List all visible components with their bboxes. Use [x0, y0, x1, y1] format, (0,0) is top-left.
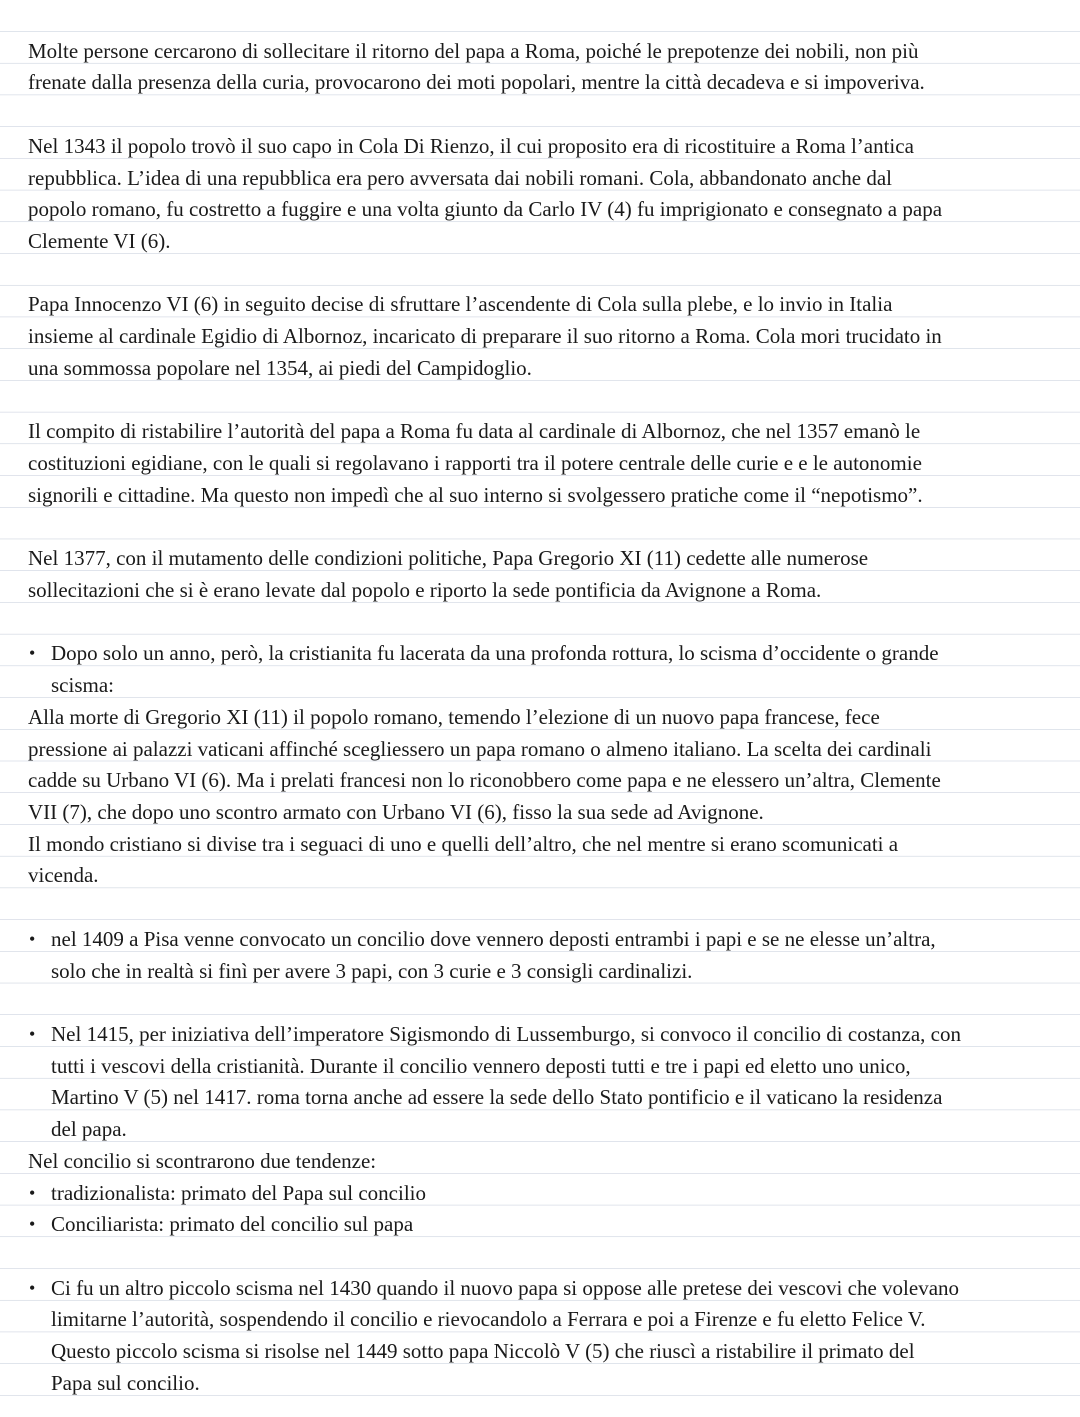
text-line: Il mondo cristiano si divise tra i seguaci di uno e quelli dell’altro, che nel mentre si erano scomunicati a: [28, 831, 899, 856]
text-line: Questo piccolo scisma si risolse nel 1449 sotto papa Niccolò V (5) che riuscì a ristabilire il primato del: [51, 1339, 915, 1364]
text-line: repubblica. L’idea di una repubblica era pero avversata dai nobili romani. Cola, abbandonato anche dal: [28, 165, 892, 190]
text-line: Nel concilio si scontrarono due tendenze:: [28, 1148, 377, 1173]
paragraph-line: [0, 825, 1080, 857]
text-line: una sommossa popolare nel 1354, ai piedi del Campidoglio.: [28, 355, 532, 380]
bullet-list-line: [0, 1269, 1080, 1301]
bullet-list-line: [0, 1332, 1080, 1364]
paragraph-line: [0, 730, 1080, 762]
paragraph-line: [0, 127, 1080, 159]
bullet-list-line: [0, 1300, 1080, 1332]
paragraph-gap: [0, 254, 1080, 286]
paragraph-line: [0, 285, 1080, 317]
bullet-icon: •: [29, 1214, 36, 1235]
paragraph-line: [0, 159, 1080, 191]
paragraph-line: [0, 190, 1080, 222]
paragraph-gap: [0, 603, 1080, 635]
bullet-list-line: [0, 1047, 1080, 1079]
text-line: Martino V (5) nel 1417. roma torna anche ad essere la sede dello Stato pontificio e il vaticano la residenza: [51, 1085, 943, 1110]
text-line: Nel 1415, per iniziativa dell’imperatore Sigismondo di Lussemburgo, si convoco il concilio di costanza, con: [51, 1022, 961, 1046]
text-line: vicenda.: [28, 863, 99, 888]
text-line: tutti i vescovi della cristianità. Durante il concilio vennero deposti tutti e tre i papi ed eletto uno unico,: [51, 1053, 911, 1078]
text-line: VII (7), che dopo uno scontro armato con Urbano VI (6), fisso la sua sede ad Avignone.: [28, 799, 764, 824]
text-line: tradizionalista: primato del Papa sul concilio: [51, 1180, 426, 1205]
paragraph-line: [0, 539, 1080, 571]
bullet-icon: •: [29, 643, 36, 664]
text-line: Molte persone cercarono di sollecitare il ritorno del papa a Roma, poiché le prepotenze dei nobili, non più: [28, 38, 919, 63]
paragraph-line: [0, 222, 1080, 254]
text-line: Ci fu un altro piccolo scisma nel 1430 quando il nuovo papa si oppose alle pretese dei vescovi che volevano: [51, 1275, 960, 1300]
bullet-list-line: [0, 952, 1080, 984]
paragraph-line: [0, 698, 1080, 730]
text-line: Alla morte di Gregorio XI (11) il popolo romano, temendo l’elezione di un nuovo papa francese, fece: [28, 704, 880, 729]
paragraph-line: [0, 349, 1080, 381]
bullet-icon: •: [29, 1182, 36, 1203]
bullet-list-line: [0, 1078, 1080, 1110]
text-line: solo che in realtà si finì per avere 3 papi, con 3 curie e 3 consigli cardinalizi.: [51, 958, 693, 983]
bullet-list-line: [0, 634, 1080, 666]
text-line: Papa sul concilio.: [51, 1370, 200, 1395]
text-line: del papa.: [51, 1117, 127, 1142]
bullet-list-line: [0, 1364, 1080, 1396]
text-line: insieme al cardinale Egidio di Albornoz, incaricato di preparare il suo ritorno a Roma. Cola mori trucidato in: [28, 324, 942, 349]
paragraph-line: [0, 476, 1080, 508]
text-line: popolo romano, fu costretto a fuggire e una volta giunto da Carlo IV (4) fu imprigionato e consegnato a papa: [28, 197, 943, 222]
text-line: signorili e cittadine. Ma questo non impedì che al suo interno si svolgessero pratiche come il “nepotismo”.: [28, 482, 923, 507]
text-line: scisma:: [51, 673, 114, 698]
paragraph-line: [0, 412, 1080, 444]
text-line: Dopo solo un anno, però, la cristianita fu lacerata da una profonda rottura, lo scisma d’occidente o grande: [51, 641, 939, 666]
text-line: nel 1409 a Pisa venne convocato un concilio dove vennero deposti entrambi i papi e se ne elesse un’altra,: [51, 926, 936, 951]
bullet-list-line: [0, 1174, 1080, 1206]
paragraph-line: [0, 32, 1080, 64]
bullet-list-line: [0, 1015, 1080, 1047]
bullet-list-line: [0, 920, 1080, 952]
text-line: pressione ai palazzi vaticani affinché scegliessero un papa romano o almeno italiano. La scelta dei cardinali: [28, 736, 932, 761]
paragraph-line: [0, 317, 1080, 349]
paragraph-gap: [0, 508, 1080, 540]
bullet-icon: •: [29, 1024, 36, 1044]
text-line: Conciliarista: primato del concilio sul papa: [51, 1212, 414, 1237]
text-line: cadde su Urbano VI (6). Ma i prelati francesi non lo riconobbero come papa e ne elessero un’altra, Clemente: [28, 768, 941, 793]
document-page: [0, 32, 1080, 1396]
text-line: Clemente VI (6).: [28, 229, 171, 254]
paragraph-line: [0, 444, 1080, 476]
bullet-list-line: [0, 1110, 1080, 1142]
paragraph-gap: [0, 888, 1080, 920]
paragraph-line: [0, 571, 1080, 603]
text-line: Nel 1377, con il mutamento delle condizioni politiche, Papa Gregorio XI (11) cedette alle numerose: [28, 546, 869, 571]
text-line: limitarne l’autorità, sospendendo il concilio e rievocandolo a Ferrara e poi a Firenze e fu eletto Felice V.: [51, 1307, 926, 1332]
bullet-list-line: [0, 666, 1080, 698]
paragraph-line: [0, 63, 1080, 95]
bullet-list-line: [0, 1205, 1080, 1237]
paragraph-line: [0, 1142, 1080, 1174]
bullet-icon: •: [29, 928, 36, 949]
paragraph-gap: [0, 983, 1080, 1015]
text-line: Papa Innocenzo VI (6) in seguito decise di sfruttare l’ascendente di Cola sulla plebe, e lo invio in Italia: [28, 292, 893, 317]
bullet-icon: •: [29, 1277, 36, 1298]
paragraph-line: [0, 856, 1080, 888]
paragraph-gap: [0, 1237, 1080, 1269]
text-line: sollecitazioni che si è erano levate dal popolo e riporto la sede pontificia da Avignone a Roma.: [28, 577, 822, 602]
text-line: Nel 1343 il popolo trovò il suo capo in Cola Di Rienzo, il cui proposito era di ricostituire a Roma l’antica: [28, 133, 914, 158]
paragraph-gap: [0, 95, 1080, 127]
text-line: frenate dalla presenza della curia, provocarono dei moti popolari, mentre la città decadeva e si impoveriva.: [28, 70, 925, 95]
paragraph-line: [0, 793, 1080, 825]
paragraph-line: [0, 761, 1080, 793]
text-line: Il compito di ristabilire l’autorità del papa a Roma fu data al cardinale di Albornoz, che nel 1357 emanò le: [28, 419, 921, 444]
text-line: costituzioni egidiane, con le quali si regolavano i rapporti tra il potere centrale delle curie e e le autonomie: [28, 451, 922, 476]
paragraph-gap: [0, 381, 1080, 413]
